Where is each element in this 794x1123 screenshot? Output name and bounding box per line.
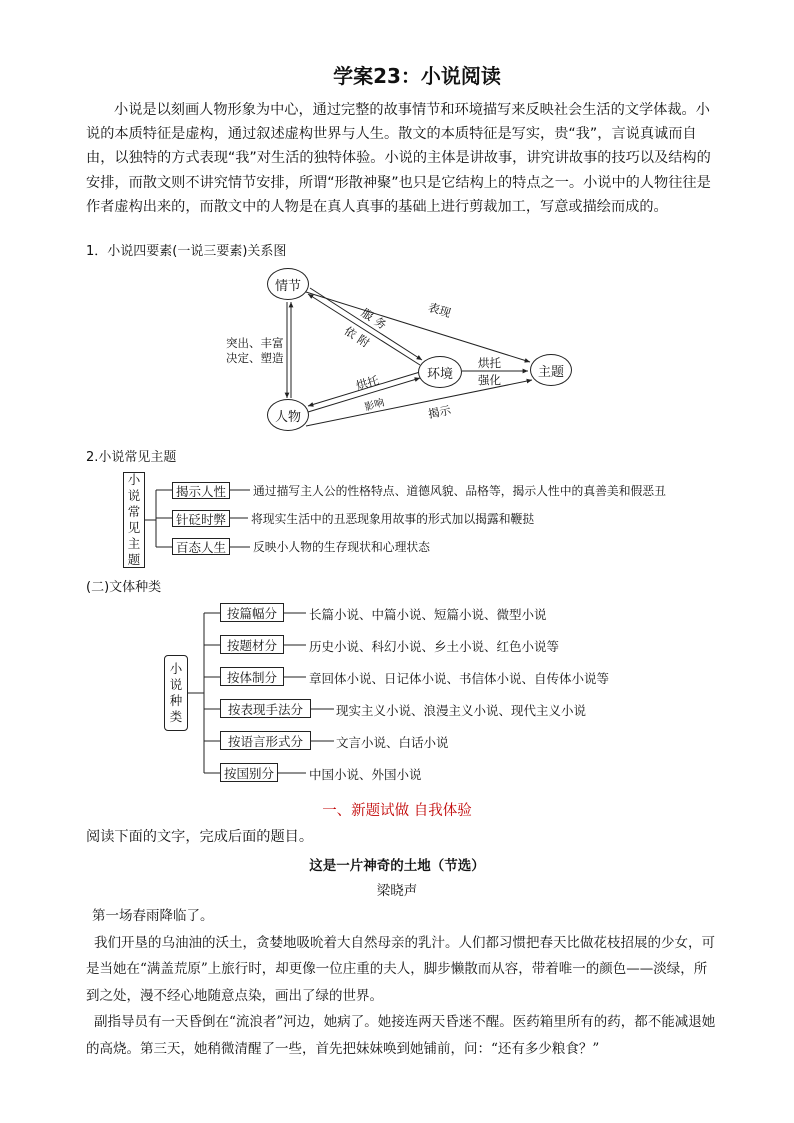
genre-desc-0: 长篇小说、中篇小说、短篇小说、微型小说 — [309, 607, 547, 622]
node-environment: 环境 — [418, 356, 462, 388]
genre-label-4: 按语言形式分 — [220, 731, 311, 750]
theme-desc-1: 将现实生活中的丑恶现象用故事的形式加以揭露和鞭挞 — [251, 512, 535, 526]
section-heading — [0, 799, 794, 820]
story-title: 这是一片神奇的土地（节选） — [309, 858, 485, 874]
genre-label-3: 按表现手法分 — [220, 699, 311, 718]
label-env-theme-a: 烘托 — [478, 356, 501, 370]
genre-label-2: 按体制分 — [220, 667, 284, 686]
story-paragraph: 副指导员有一天昏倒在“流浪者”河边，她病了。她接连两天昏迷不醒。医药箱里所有的药，都不能减退她的高烧。第三天，她稍微清醒了一些，首先把妹妹唤到她铺前，问：“还有多少粮食？” — [86, 1014, 716, 1057]
story-body — [86, 903, 716, 1062]
label-depend: 依附 — [341, 323, 376, 353]
diagram1-heading: 1．小说四要素(一说三要素)关系图 — [86, 244, 287, 259]
themes-root: 小 说 常 见 主 题 — [123, 472, 145, 568]
theme-desc-2: 反映小人物的生存现状和心理状态 — [253, 540, 430, 554]
label-serve: 服务 — [358, 305, 393, 335]
genre-desc-2: 章回体小说、日记体小说、书信体小说、自传体小说等 — [309, 671, 610, 686]
node-theme: 主题 — [530, 354, 572, 386]
themes-heading: 2.小说常见主题 — [86, 450, 177, 465]
node-plot: 情节 — [267, 268, 309, 300]
instruction: 阅读下面的文字，完成后面的题目。 — [86, 829, 314, 845]
genre-desc-1: 历史小说、科幻小说、乡土小说、红色小说等 — [309, 639, 560, 654]
node-character: 人物 — [267, 399, 309, 431]
label-env-theme-b: 强化 — [478, 373, 501, 387]
label-env-char: 烘托 — [354, 373, 381, 393]
story-author: 梁晓声 — [376, 883, 418, 899]
label-plot-char-a: 突出、丰富 — [226, 336, 284, 350]
story-paragraph: 第一场春雨降临了。 — [92, 908, 214, 924]
genres-root: 小 说 种 类 — [164, 655, 188, 731]
theme-label-1: 针砭时弊 — [172, 510, 230, 527]
genre-label-0: 按篇幅分 — [220, 603, 284, 622]
genre-label-5: 按国别分 — [220, 763, 278, 782]
theme-label-0: 揭示人性 — [172, 482, 230, 499]
intro-paragraph: 小说是以刻画人物形象为中心，通过完整的故事情节和环境描写来反映社会生活的文学体裁。小说的本质特征是虚构，通过叙述虚构世界与人生。散文的本质特征是写实，贵“我”，言说真诚而自由，以独特的方式表现“我”对生活的独特体验。小说的主体是讲故事，讲究讲故事的技巧以及结构的安排，而散文则不讲究情节安排，所谓“形散神聚”也只是它结构上的特点之一。小说中的人物往往是作者虚构出来的，而散文中的人物是在真人真事的基础上进行剪裁加工，写意或描绘而成的。 — [86, 102, 711, 215]
genres-heading: (二)文体种类 — [86, 580, 162, 595]
genre-desc-5: 中国小说、外国小说 — [309, 767, 422, 782]
genre-desc-4: 文言小说、白话小说 — [336, 735, 449, 750]
label-plot-theme: 表现 — [426, 299, 453, 321]
page-title: 学案23：小说阅读 — [333, 64, 501, 88]
label-plot-char-b: 决定、塑造 — [226, 351, 284, 365]
label-char-env: 影响 — [363, 397, 386, 414]
story-paragraph: 我们开垦的乌油油的沃土，贪婪地吸吮着大自然母亲的乳汁。人们都习惯把春天比做花枝招展的少女，可是当她在“满盖荒原”上旅行时，却更像一位庄重的夫人，脚步懒散而从容，带着唯一的颜色——淡绿，所到之处，漫不经心地随意点染，画出了绿的世界。 — [86, 934, 715, 1004]
theme-desc-0: 通过描写主人公的性格特点、道德风貌、品格等，揭示人性中的真善美和假恶丑 — [253, 484, 666, 498]
section-heading-text: 一、新题试做 自我体验 — [322, 803, 472, 819]
label-char-theme: 揭示 — [426, 402, 453, 422]
genre-label-1: 按题材分 — [220, 635, 284, 654]
theme-label-2: 百态人生 — [172, 538, 230, 555]
genre-desc-3: 现实主义小说、浪漫主义小说、现代主义小说 — [336, 703, 587, 718]
